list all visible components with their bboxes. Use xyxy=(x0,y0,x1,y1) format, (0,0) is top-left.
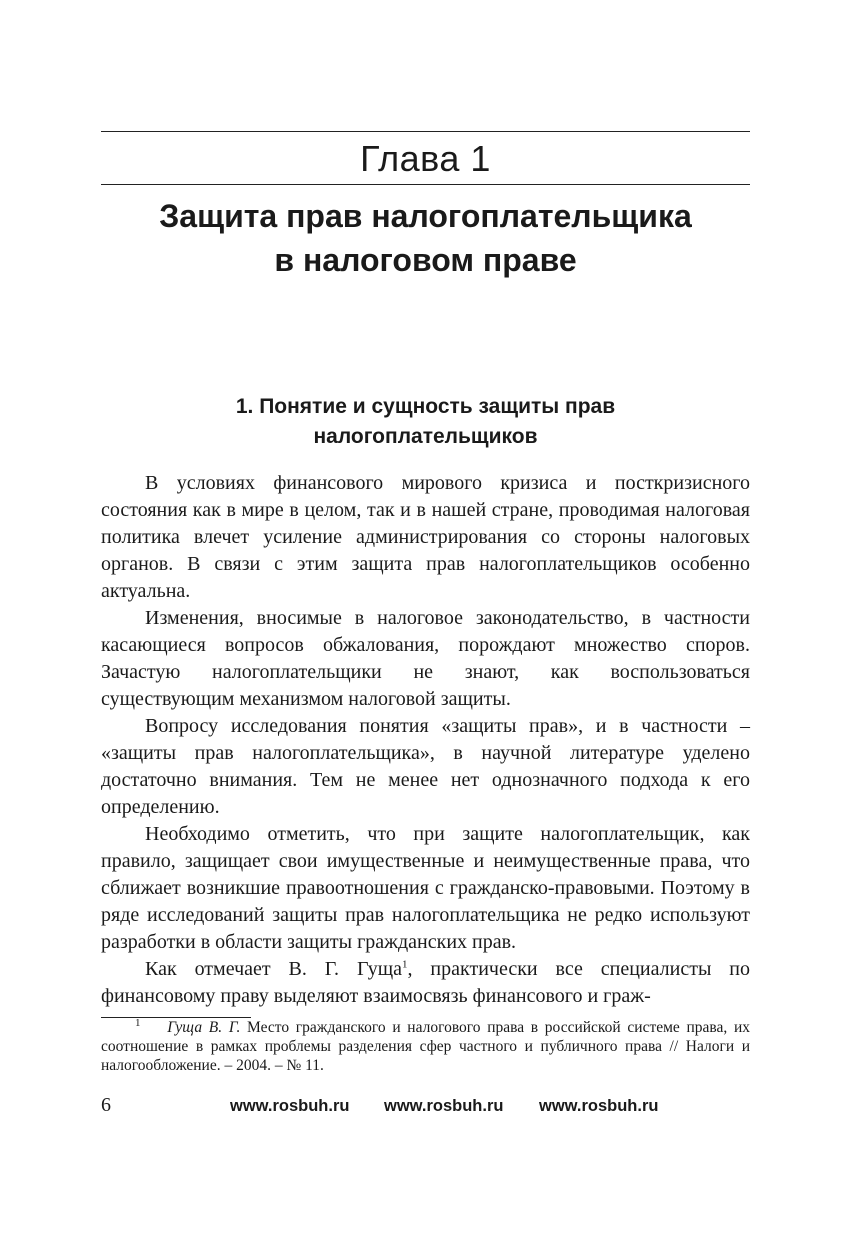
chapter-title xyxy=(90,194,761,282)
chapter-top-rule xyxy=(101,131,750,132)
section-title-line-1: 1. Понятие и сущность защиты прав xyxy=(235,395,616,418)
paragraph-3: Вопросу исследования понятия «защиты прав», и в частности – «защиты прав налогоплательщика», в научной литературе уделено достаточно внимания. Тем не менее нет однозначного подхода к его определению. xyxy=(101,715,750,818)
paragraph-5 xyxy=(101,956,750,1010)
page-number: 6 xyxy=(101,1094,111,1116)
section-title-line-2: налогоплательщиков xyxy=(313,425,538,448)
paragraph-1: В условиях финансового мирового кризиса и посткризисного состояния как в мире в целом, так и в нашей стране, проводимая налоговая политика влечет усиление администрирования со стороны налоговых органов. В связи с этим защита прав налогоплательщиков особенно актуальна. xyxy=(101,472,750,602)
chapter-label: Глава 1 xyxy=(360,138,491,179)
footnote-author: Гуща В. Г. xyxy=(167,1019,241,1036)
footnote-reference[interactable]: 1 xyxy=(402,958,408,971)
paragraph-5-start: Как отмечает В. Г. Гуща xyxy=(145,958,403,980)
paragraph-2: Изменения, вносимые в налоговое законодательство, в частности касающиеся вопросов обжалования, порождают множество споров. Зачастую налогоплательщики не знают, как воспользоваться существующим механизмом налоговой защиты. xyxy=(101,607,750,710)
footer-link-1[interactable]: www.rosbuh.ru xyxy=(230,1097,350,1115)
footnote-text: Место гражданского и налогового права в российской системе права, их соотношение в рамках проблемы разделения сфер частного и публичного права // Налоги и налогообложение. – 2004. – № 11. xyxy=(101,1019,751,1074)
section-title xyxy=(101,392,750,452)
body-text xyxy=(101,470,750,1010)
footer-link-3[interactable]: www.rosbuh.ru xyxy=(539,1097,659,1115)
footnote-mark: 1 xyxy=(135,1016,141,1029)
chapter-title-line-1: Защита прав налогоплательщика xyxy=(159,198,692,234)
chapter-bottom-rule xyxy=(101,184,750,185)
footnote xyxy=(101,1018,750,1075)
paragraph-5-end: , практически все специалисты по финансовому праву выделяют взаимосвязь финансового и граж- xyxy=(101,958,750,1007)
footer-link-2[interactable]: www.rosbuh.ru xyxy=(384,1097,504,1115)
paragraph-4: Необходимо отметить, что при защите налогоплательщик, как правило, защищает свои имущественные и неимущественные права, что сближает возникшие правоотношения с гражданско-правовыми. Поэтому в ряде исследований защиты прав налогоплательщика не редко используют разработки в области защиты гражданских прав. xyxy=(101,823,750,953)
chapter-title-line-2: в налоговом праве xyxy=(274,242,577,278)
